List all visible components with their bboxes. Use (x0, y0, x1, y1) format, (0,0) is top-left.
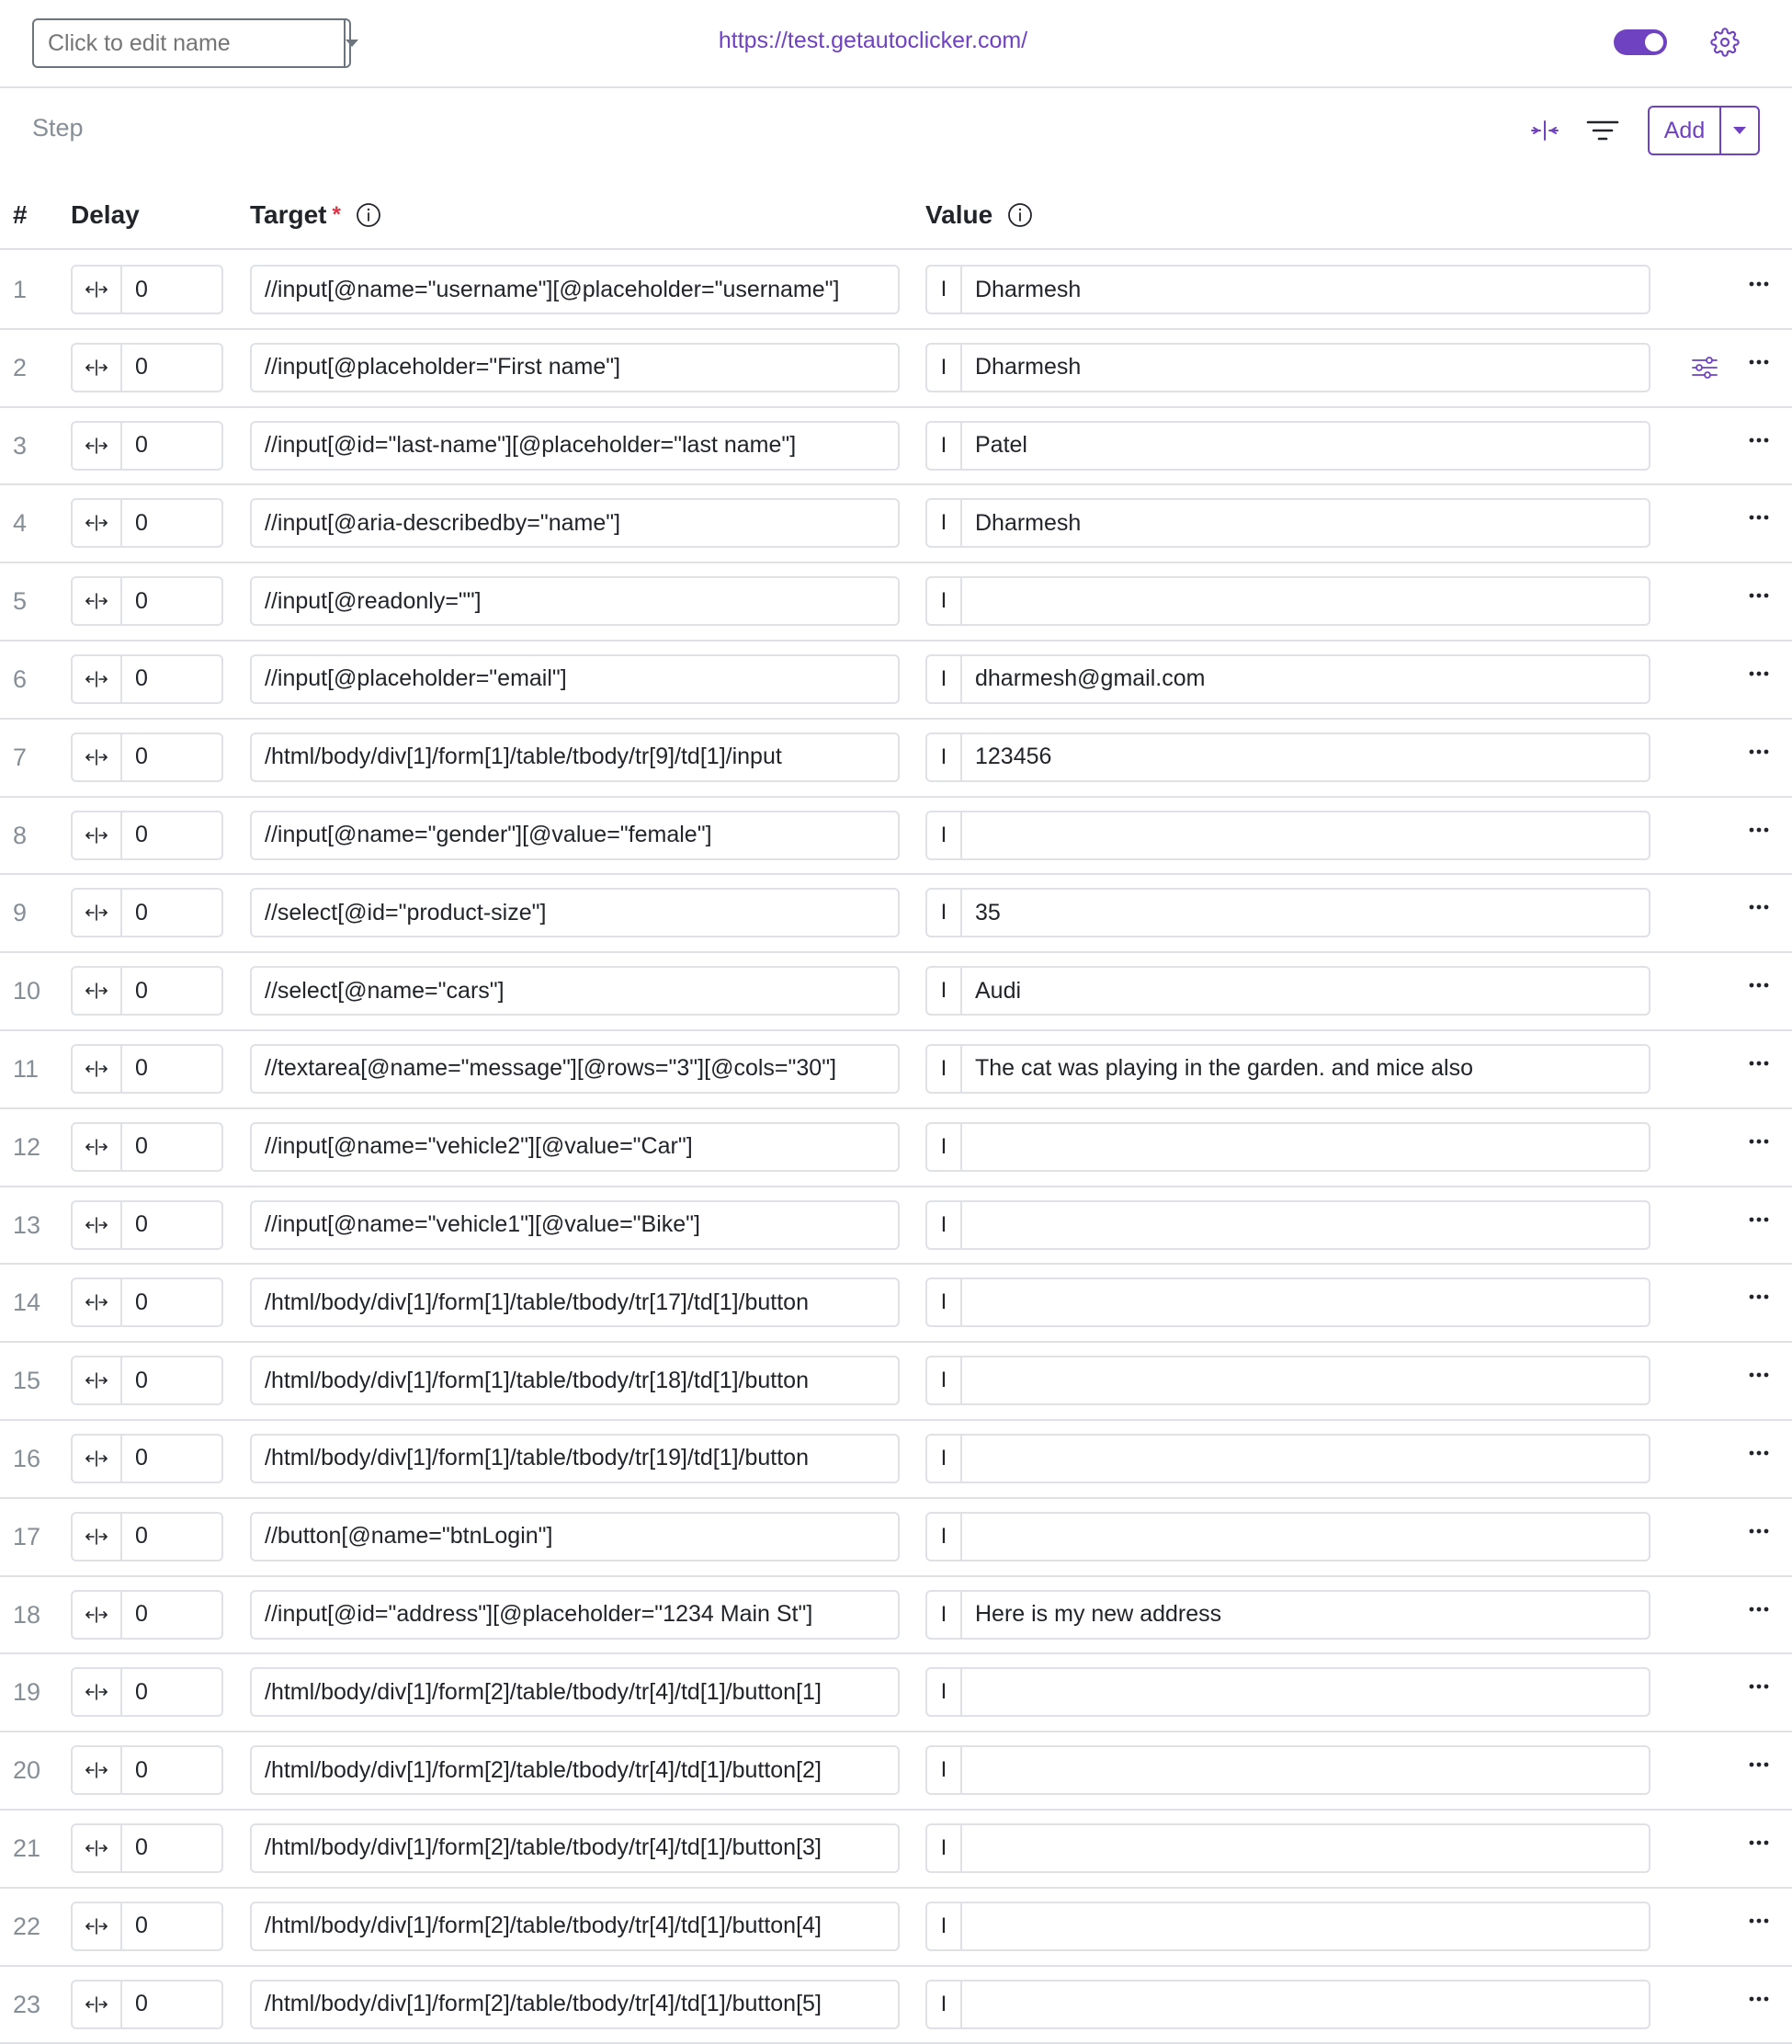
delay-type-button[interactable] (73, 500, 122, 546)
table-row (0, 1499, 1792, 1577)
value-input[interactable] (962, 1514, 1649, 1560)
delay-input[interactable] (122, 812, 221, 858)
value-input[interactable] (962, 890, 1649, 936)
more-options-icon[interactable] (1744, 979, 1774, 992)
delay-type-button[interactable] (73, 1825, 122, 1871)
delay-expand-icon (85, 1682, 108, 1702)
value-field (925, 732, 1650, 782)
delay-field (71, 1667, 223, 1717)
more-options-icon[interactable] (1744, 589, 1774, 602)
delay-expand-icon (85, 1605, 108, 1625)
row-number: 4 (13, 509, 28, 538)
delay-type-button[interactable] (73, 578, 122, 624)
target-input[interactable] (250, 1512, 900, 1561)
more-options-icon[interactable] (1744, 823, 1774, 836)
delay-field (71, 1200, 223, 1250)
more-options-icon[interactable] (1744, 1680, 1774, 1693)
delay-input[interactable] (122, 1046, 221, 1092)
value-field (925, 811, 1650, 860)
value-field (925, 1434, 1650, 1483)
delay-type-button[interactable] (73, 734, 122, 780)
delay-field (71, 1745, 223, 1795)
value-input[interactable] (962, 812, 1649, 858)
delay-type-button[interactable] (73, 1592, 122, 1638)
table-row (0, 1421, 1792, 1499)
value-field (925, 1667, 1650, 1717)
delay-type-button[interactable] (73, 423, 122, 469)
delay-type-button[interactable] (73, 1279, 122, 1325)
delay-field (71, 811, 223, 860)
delay-input[interactable] (122, 734, 221, 780)
more-options-icon[interactable] (1744, 1135, 1774, 1148)
value-input[interactable] (962, 734, 1649, 780)
value-type-button[interactable]: I (927, 345, 962, 391)
value-input[interactable] (962, 1747, 1649, 1793)
column-header-target (250, 200, 381, 230)
value-type-button[interactable]: I (927, 1436, 962, 1482)
filter-icon[interactable] (1586, 116, 1619, 145)
delay-expand-icon (85, 1215, 108, 1235)
more-options-icon[interactable] (1744, 667, 1774, 680)
step-toolbar (0, 88, 1792, 171)
value-field (925, 1122, 1650, 1172)
row-number: 2 (13, 353, 28, 381)
delay-field (71, 1278, 223, 1327)
value-input[interactable] (962, 1046, 1649, 1092)
delay-type-button[interactable] (73, 812, 122, 858)
delay-expand-icon (85, 669, 108, 689)
table-row (0, 1187, 1792, 1266)
delay-field (71, 1122, 223, 1172)
value-type-button[interactable]: I (927, 578, 962, 624)
delay-input[interactable] (122, 267, 221, 312)
value-input[interactable] (962, 423, 1649, 469)
delay-input[interactable] (122, 423, 221, 469)
value-field (925, 1356, 1650, 1405)
target-input[interactable] (250, 1278, 900, 1327)
row-number: 12 (13, 1132, 41, 1161)
table-row (0, 1654, 1792, 1732)
add-step-dropdown-toggle[interactable] (1719, 108, 1758, 153)
value-type-button[interactable]: I (927, 734, 962, 780)
delay-type-button[interactable] (73, 345, 122, 391)
row-number: 1 (13, 276, 28, 303)
value-field (925, 343, 1650, 392)
value-field (925, 966, 1650, 1016)
column-header-num: # (13, 200, 28, 229)
delay-input[interactable] (122, 1592, 221, 1638)
delay-field (71, 265, 223, 314)
delay-type-button[interactable] (73, 1982, 122, 2027)
add-step-button-group (1648, 106, 1760, 155)
toggle-knob (1645, 33, 1663, 51)
delay-field (71, 1356, 223, 1405)
table-row (0, 1967, 1792, 2044)
target-input[interactable] (250, 1745, 900, 1795)
value-type-button[interactable]: I (927, 1592, 962, 1638)
target-input[interactable] (250, 1823, 900, 1873)
value-field (925, 888, 1650, 937)
gear-icon[interactable] (1710, 28, 1740, 57)
delay-field (71, 1902, 223, 1951)
target-input[interactable] (250, 888, 900, 937)
value-input[interactable] (962, 1357, 1649, 1403)
value-type-button[interactable]: I (927, 1124, 962, 1170)
target-input[interactable] (250, 576, 900, 626)
column-header-value (925, 200, 1033, 230)
row-number: 23 (13, 1990, 41, 2018)
value-type-button[interactable]: I (927, 267, 962, 312)
table-row (0, 1577, 1792, 1655)
value-type-button[interactable]: I (927, 1903, 962, 1949)
value-input[interactable] (962, 345, 1649, 391)
delay-expand-icon (85, 903, 108, 923)
table-row (0, 330, 1792, 408)
delay-field (71, 732, 223, 782)
target-input[interactable] (250, 1434, 900, 1483)
delay-input[interactable] (122, 1825, 221, 1871)
more-options-icon[interactable] (1744, 745, 1774, 758)
delay-input[interactable] (122, 1903, 221, 1949)
delay-type-button[interactable] (73, 1747, 122, 1793)
delay-input[interactable] (122, 1514, 221, 1560)
table-row (0, 1811, 1792, 1889)
delay-input[interactable] (122, 890, 221, 936)
value-field (925, 498, 1650, 548)
delay-expand-icon (85, 591, 108, 611)
delay-field (71, 421, 223, 471)
delay-type-button[interactable] (73, 968, 122, 1014)
row-number: 16 (13, 1444, 41, 1472)
more-options-icon[interactable] (1744, 1836, 1774, 1849)
target-input[interactable] (250, 811, 900, 860)
target-input[interactable] (250, 1356, 900, 1405)
delay-input[interactable] (122, 500, 221, 546)
value-input[interactable] (962, 1202, 1649, 1248)
chevron-down-icon (1733, 127, 1746, 134)
value-input[interactable] (962, 656, 1649, 702)
delay-field (71, 498, 223, 548)
more-options-icon[interactable] (1744, 1993, 1774, 2005)
table-row (0, 798, 1792, 876)
required-marker: * (332, 202, 341, 227)
row-number: 15 (13, 1367, 41, 1395)
delay-field (71, 1512, 223, 1561)
delay-type-button[interactable] (73, 890, 122, 936)
more-options-icon[interactable] (1744, 356, 1774, 369)
delay-type-button[interactable] (73, 267, 122, 312)
row-number: 10 (13, 977, 41, 1005)
delay-input[interactable] (122, 656, 221, 702)
delay-type-button[interactable] (73, 1514, 122, 1560)
delay-type-button[interactable] (73, 1124, 122, 1170)
row-number: 5 (13, 587, 28, 616)
delay-expand-icon (85, 825, 108, 846)
enable-toggle[interactable] (1614, 29, 1667, 55)
delay-expand-icon (85, 747, 108, 767)
delay-type-button[interactable] (73, 656, 122, 702)
value-type-button[interactable]: I (927, 1202, 962, 1248)
more-options-icon[interactable] (1744, 901, 1774, 914)
row-number: 18 (13, 1600, 41, 1629)
target-input[interactable] (250, 966, 900, 1016)
delay-expand-icon (85, 1137, 108, 1157)
value-type-button[interactable]: I (927, 1747, 962, 1793)
value-field (925, 576, 1650, 626)
add-step-button[interactable]: Add (1663, 117, 1706, 143)
delay-expand-icon (85, 436, 108, 456)
target-input[interactable] (250, 343, 900, 392)
table-row (0, 1889, 1792, 1967)
value-field (925, 421, 1650, 471)
target-input[interactable] (250, 1200, 900, 1250)
row-number: 19 (13, 1678, 41, 1707)
value-type-button[interactable]: I (927, 500, 962, 546)
config-url-link[interactable]: https://test.getautoclicker.com/ (718, 28, 1028, 53)
table-row (0, 953, 1792, 1031)
more-options-icon[interactable] (1744, 1525, 1774, 1538)
row-number: 21 (13, 1834, 41, 1862)
table-row (0, 485, 1792, 563)
row-number: 3 (13, 431, 28, 460)
table-row (0, 1109, 1792, 1187)
value-field (925, 1044, 1650, 1094)
value-input[interactable] (962, 267, 1649, 312)
target-input[interactable] (250, 1044, 900, 1094)
value-input[interactable] (962, 1903, 1649, 1949)
value-type-button[interactable]: I (927, 1046, 962, 1092)
delay-input[interactable] (122, 1669, 221, 1715)
value-input[interactable] (962, 1279, 1649, 1325)
more-options-icon[interactable] (1744, 278, 1774, 290)
value-field (925, 1823, 1650, 1873)
row-number: 7 (13, 743, 28, 771)
value-input[interactable] (962, 1982, 1649, 2027)
target-input[interactable] (250, 1980, 900, 2029)
delay-input[interactable] (122, 1747, 221, 1793)
delay-expand-icon (85, 1292, 108, 1312)
delay-input[interactable] (122, 1202, 221, 1248)
target-input[interactable] (250, 1667, 900, 1717)
value-field (925, 265, 1650, 314)
target-input[interactable] (250, 1902, 900, 1951)
value-field (925, 1200, 1650, 1250)
delay-field (71, 1980, 223, 2029)
delay-type-button[interactable] (73, 1046, 122, 1092)
value-field (925, 654, 1650, 704)
value-type-button[interactable]: I (927, 890, 962, 936)
step-table-body (0, 252, 1792, 2044)
value-type-button[interactable]: I (927, 1825, 962, 1871)
delay-expand-icon (85, 1760, 108, 1780)
value-type-button[interactable]: I (927, 968, 962, 1014)
delay-field (71, 1434, 223, 1483)
delay-input[interactable] (122, 1357, 221, 1403)
value-input[interactable] (962, 500, 1649, 546)
more-options-icon[interactable] (1744, 1368, 1774, 1381)
value-type-button[interactable]: I (927, 812, 962, 858)
row-number: 20 (13, 1756, 41, 1785)
delay-field (71, 576, 223, 626)
table-row (0, 563, 1792, 642)
step-label: Step (32, 114, 84, 142)
more-options-icon[interactable] (1744, 511, 1774, 524)
more-options-icon[interactable] (1744, 1290, 1774, 1303)
row-number: 17 (13, 1522, 41, 1550)
more-options-icon[interactable] (1744, 1447, 1774, 1459)
delay-expand-icon (85, 1448, 108, 1469)
row-number: 22 (13, 1912, 41, 1940)
value-input[interactable] (962, 968, 1649, 1014)
delay-expand-icon (85, 1994, 108, 2015)
target-input[interactable] (250, 1590, 900, 1640)
row-number: 13 (13, 1210, 41, 1239)
value-field (925, 1980, 1650, 2029)
table-row (0, 1732, 1792, 1811)
table-row (0, 642, 1792, 720)
row-number: 14 (13, 1289, 41, 1317)
target-input[interactable] (250, 732, 900, 782)
row-number: 8 (13, 821, 28, 849)
target-input[interactable] (250, 265, 900, 314)
value-type-button[interactable]: I (927, 1279, 962, 1325)
column-header-target-label: Target (250, 200, 327, 229)
more-options-icon[interactable] (1744, 1914, 1774, 1927)
column-header-value-label: Value (925, 200, 993, 229)
value-field (925, 1745, 1650, 1795)
delay-field (71, 343, 223, 392)
row-number: 6 (13, 664, 28, 693)
more-options-icon[interactable] (1744, 1758, 1774, 1771)
table-row (0, 408, 1792, 486)
more-options-icon[interactable] (1744, 1603, 1774, 1616)
value-input[interactable] (962, 578, 1649, 624)
delay-input[interactable] (122, 578, 221, 624)
more-options-icon[interactable] (1744, 1213, 1774, 1226)
value-field (925, 1590, 1650, 1640)
delay-field (71, 654, 223, 704)
row-number: 9 (13, 899, 28, 927)
delay-input[interactable] (122, 1982, 221, 2027)
delay-expand-icon (85, 279, 108, 300)
delay-field (71, 1823, 223, 1873)
value-type-button[interactable]: I (927, 423, 962, 469)
collapse-columns-icon[interactable] (1530, 116, 1559, 145)
delay-expand-icon (85, 358, 108, 378)
table-row (0, 1343, 1792, 1421)
value-field (925, 1512, 1650, 1561)
column-header-delay: Delay (71, 200, 140, 229)
value-type-button[interactable]: I (927, 1514, 962, 1560)
value-type-button[interactable]: I (927, 1357, 962, 1403)
target-input[interactable] (250, 498, 900, 548)
info-icon[interactable] (356, 202, 381, 228)
delay-type-button[interactable] (73, 1357, 122, 1403)
more-options-icon[interactable] (1744, 434, 1774, 447)
value-input[interactable] (962, 1124, 1649, 1170)
delay-expand-icon (85, 1838, 108, 1858)
more-options-icon[interactable] (1744, 1057, 1774, 1070)
delay-input[interactable] (122, 1436, 221, 1482)
delay-expand-icon (85, 1527, 108, 1547)
delay-field (71, 1044, 223, 1094)
delay-field (71, 888, 223, 937)
delay-input[interactable] (122, 1124, 221, 1170)
delay-expand-icon (85, 981, 108, 1001)
delay-field (71, 966, 223, 1016)
table-row (0, 875, 1792, 953)
sliders-icon[interactable] (1689, 352, 1720, 383)
target-input[interactable] (250, 421, 900, 471)
delay-expand-icon (85, 513, 108, 533)
delay-expand-icon (85, 1916, 108, 1936)
table-row (0, 1265, 1792, 1343)
delay-type-button[interactable] (73, 1669, 122, 1715)
value-type-button[interactable]: I (927, 1982, 962, 2027)
target-input[interactable] (250, 1122, 900, 1172)
delay-type-button[interactable] (73, 1903, 122, 1949)
value-type-button[interactable]: I (927, 656, 962, 702)
value-type-button[interactable]: I (927, 1669, 962, 1715)
value-field (925, 1278, 1650, 1327)
table-row (0, 252, 1792, 330)
delay-type-button[interactable] (73, 1436, 122, 1482)
delay-expand-icon (85, 1059, 108, 1079)
value-input[interactable] (962, 1825, 1649, 1871)
info-icon[interactable] (1007, 202, 1033, 228)
value-input[interactable] (962, 1436, 1649, 1482)
top-bar (0, 0, 1792, 88)
delay-input[interactable] (122, 345, 221, 391)
table-header (0, 171, 1792, 250)
value-input[interactable] (962, 1592, 1649, 1638)
value-input[interactable] (962, 1669, 1649, 1715)
delay-input[interactable] (122, 1279, 221, 1325)
target-input[interactable] (250, 654, 900, 704)
row-number: 11 (13, 1054, 40, 1083)
table-row (0, 1031, 1792, 1109)
delay-input[interactable] (122, 968, 221, 1014)
delay-type-button[interactable] (73, 1202, 122, 1248)
value-field (925, 1902, 1650, 1951)
delay-field (71, 1590, 223, 1640)
delay-expand-icon (85, 1370, 108, 1391)
table-row (0, 720, 1792, 798)
